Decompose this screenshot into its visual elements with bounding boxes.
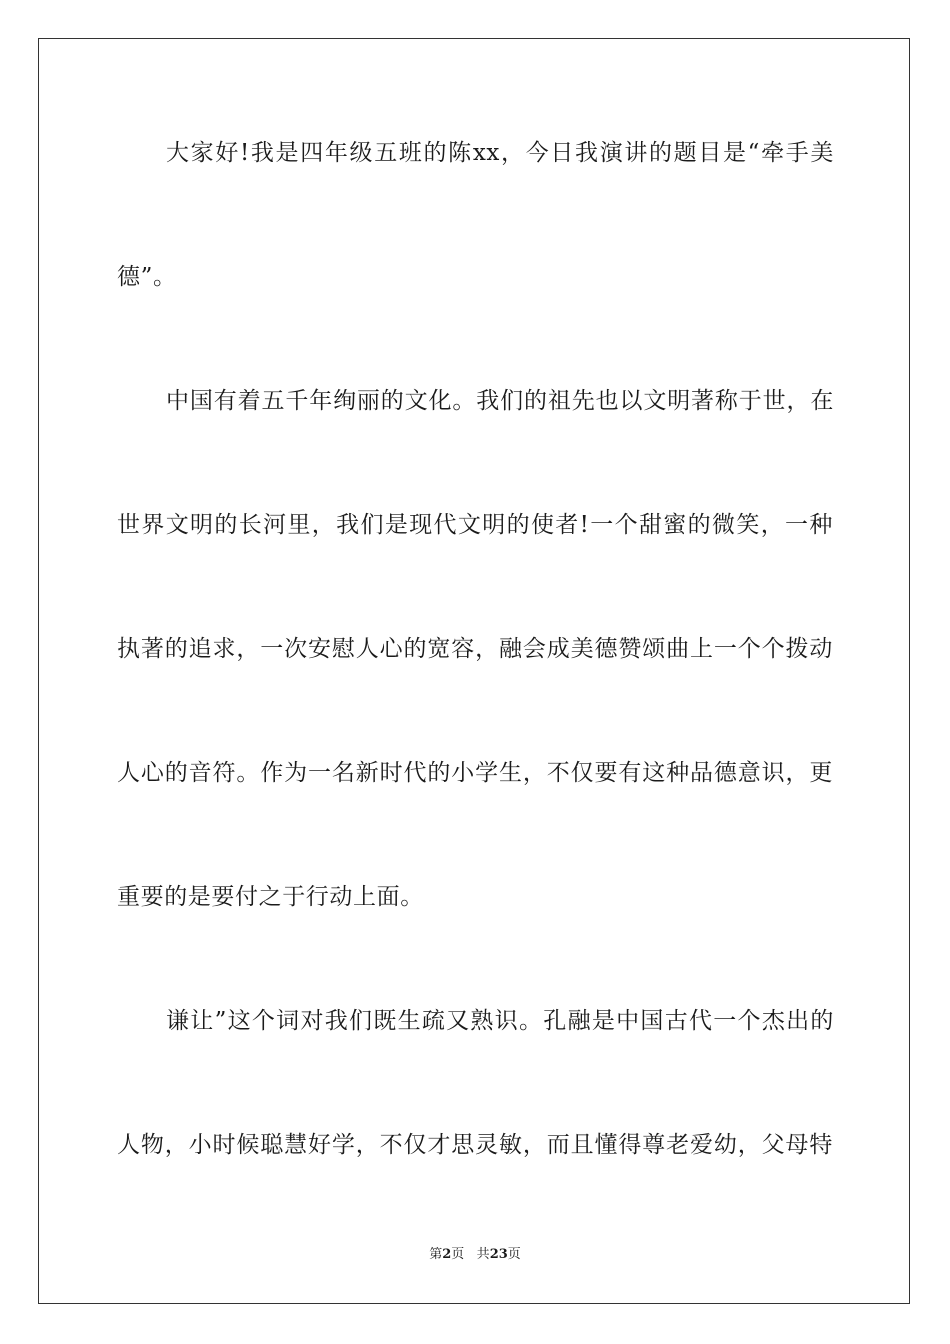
paragraph-line: 执著的追求，一次安慰人心的宽容，融会成美德赞颂曲上一个个拨动 [117,636,833,662]
paragraph-line: 大家好!我是四年级五班的陈xx，今日我演讲的题目是“牵手美 [166,140,834,166]
footer-total-prefix: 共 [476,1247,490,1262]
paragraph-line: 人心的音符。作为一名新时代的小学生，不仅要有这种品德意识，更 [117,760,833,786]
paragraph-line: 人物，小时候聪慧好学，不仅才思灵敏，而且懂得尊老爱幼，父母特 [117,1132,833,1158]
footer-total-pages: 23 [489,1247,508,1262]
paragraph-line: 中国有着五千年绚丽的文化。我们的祖先也以文明著称于世，在 [166,388,834,414]
footer-total-suffix: 页 [507,1247,521,1262]
paragraph-line: 世界文明的长河里，我们是现代文明的使者!一个甜蜜的微笑，一种 [117,512,833,538]
paragraph-line: 德”。 [117,264,177,290]
paragraph-line: 谦让”这个词对我们既生疏又熟识。孔融是中国古代一个杰出的 [166,1008,834,1034]
page-border [38,38,910,1304]
footer-page-number: 2 [442,1247,452,1262]
paragraph-line: 重要的是要付之于行动上面。 [117,884,424,910]
page-footer [0,1246,950,1264]
footer-page-prefix: 第 [429,1247,443,1262]
footer-page-suffix: 页 [451,1247,465,1262]
